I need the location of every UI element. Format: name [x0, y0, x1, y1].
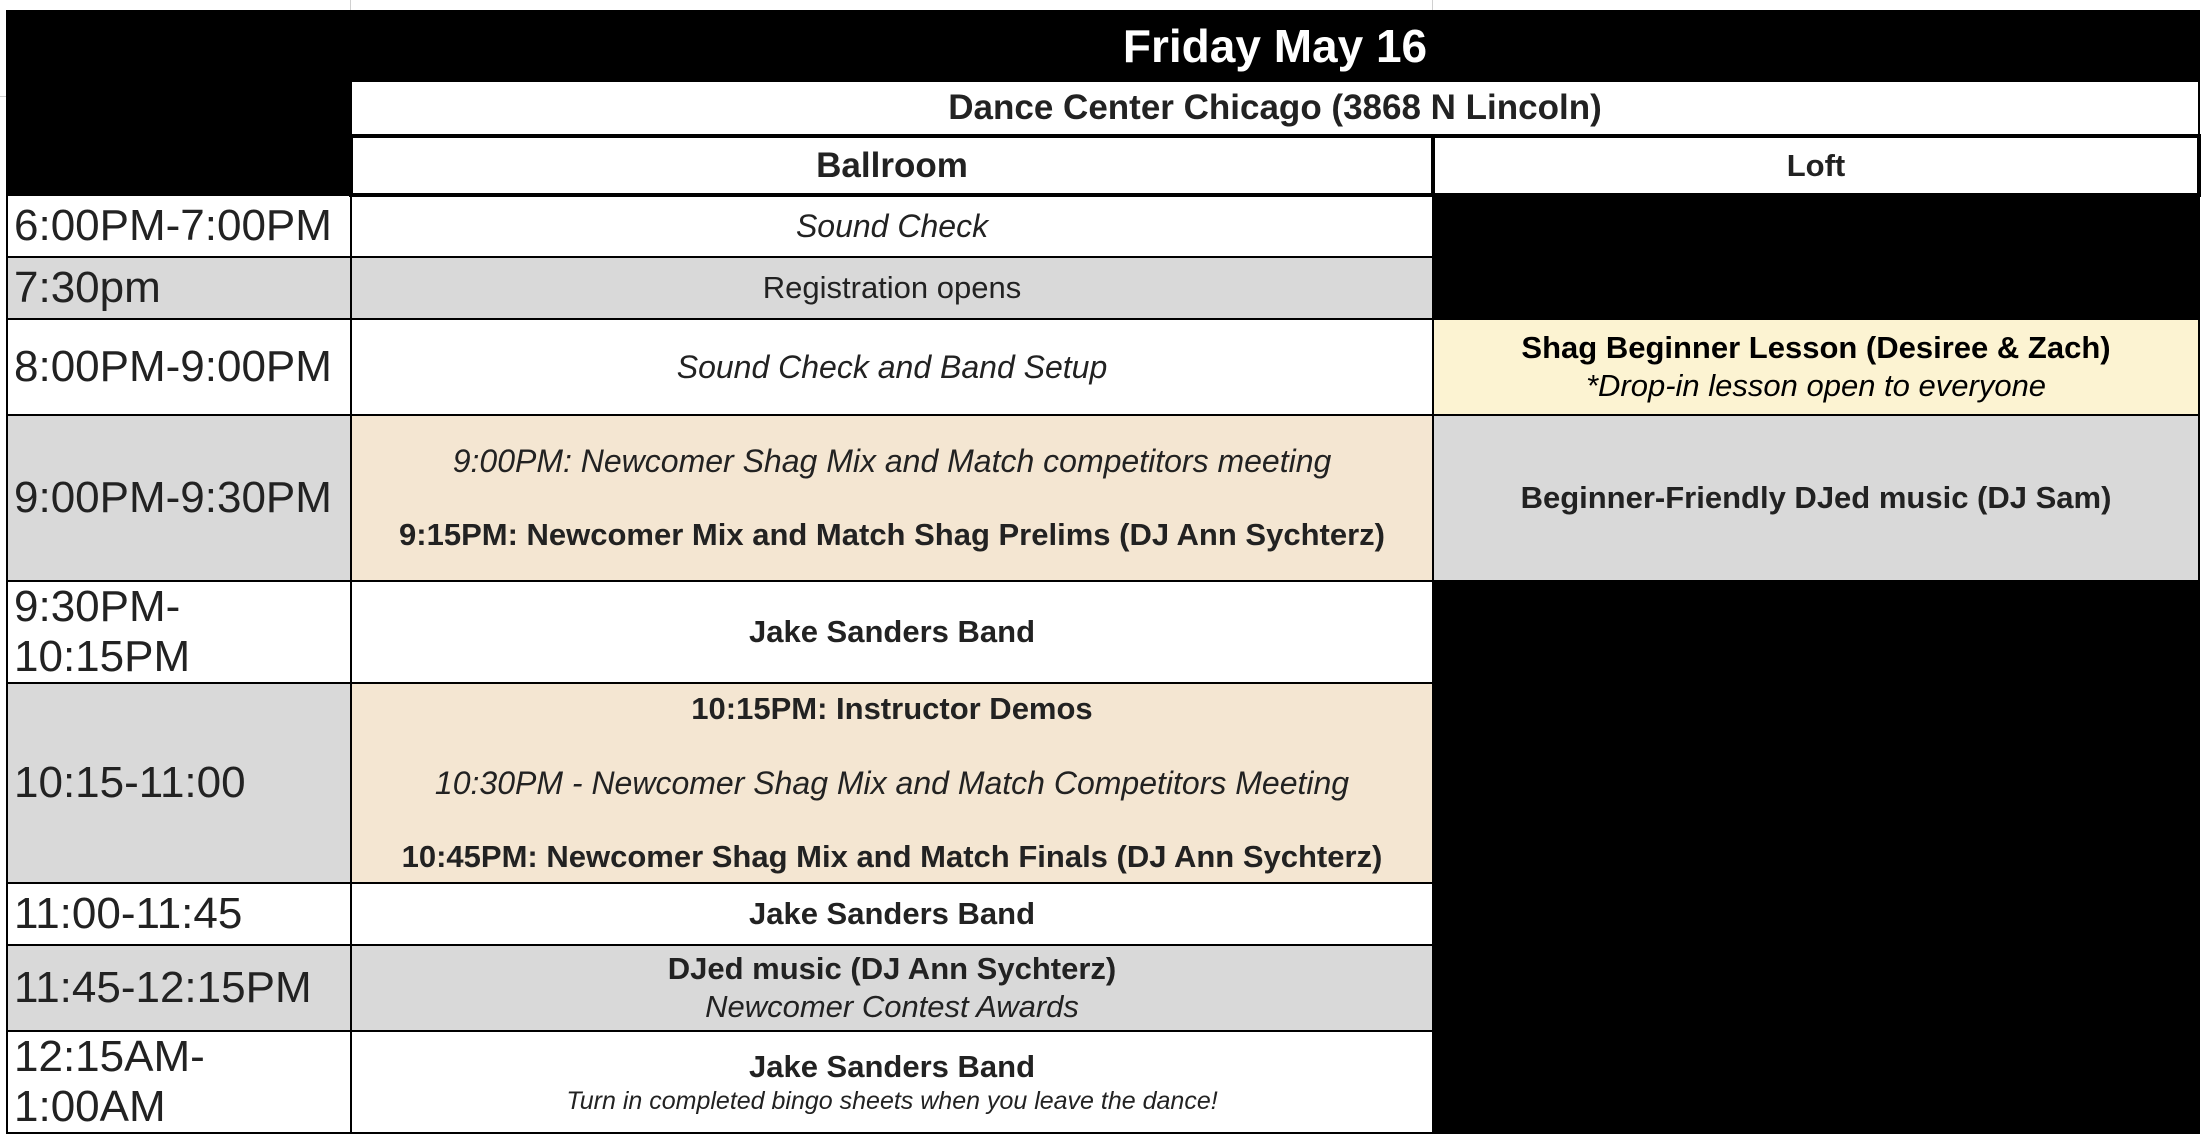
- event-text: 9:15PM: Newcomer Mix and Match Shag Prelims (DJ Ann Sychterz): [399, 517, 1385, 552]
- loft-empty-cell[interactable]: [1433, 581, 2199, 1133]
- loft-event-cell[interactable]: [1433, 415, 2199, 581]
- time-label: 7:30pm: [14, 263, 161, 312]
- spacer: [352, 728, 1432, 764]
- event-note: *Drop-in lesson open to everyone: [1585, 368, 2047, 403]
- ballroom-event-cell[interactable]: [351, 415, 1433, 581]
- ballroom-event-cell[interactable]: [351, 1031, 1433, 1133]
- event-text: DJed music (DJ Ann Sychterz): [667, 951, 1117, 986]
- time-cell[interactable]: [7, 945, 351, 1031]
- time-label: 12:15AM-1:00AM: [14, 1032, 205, 1131]
- schedule-row: [7, 195, 2199, 257]
- time-cell[interactable]: [7, 415, 351, 581]
- time-label: 11:00-11:45: [14, 889, 243, 938]
- ballroom-header-cell[interactable]: [351, 136, 1433, 195]
- event-text: 10:30PM - Newcomer Shag Mix and Match Competitors Meeting: [434, 765, 1350, 801]
- ballroom-event-cell[interactable]: [351, 257, 1433, 319]
- spacer: [352, 480, 1432, 516]
- time-label: 9:00PM-9:30PM: [14, 473, 332, 522]
- event-text: Shag Beginner Lesson (Desiree & Zach): [1521, 330, 2111, 365]
- event-text: Beginner-Friendly DJed music (DJ Sam): [1520, 480, 2112, 515]
- ballroom-event-cell[interactable]: [351, 945, 1433, 1031]
- loft-header: Loft: [1786, 147, 1846, 183]
- ballroom-event-cell[interactable]: [351, 319, 1433, 415]
- time-cell[interactable]: [7, 581, 351, 683]
- schedule-table: [6, 10, 2201, 1134]
- event-text: Sound Check: [795, 208, 989, 244]
- event-text: Jake Sanders Band: [748, 896, 1036, 931]
- schedule-row: [7, 319, 2199, 415]
- time-cell[interactable]: [7, 195, 351, 257]
- time-label: 6:00PM-7:00PM: [14, 201, 332, 250]
- time-cell[interactable]: [7, 1031, 351, 1133]
- time-cell[interactable]: [7, 257, 351, 319]
- time-label: 10:15-11:00: [14, 758, 246, 807]
- event-note: Newcomer Contest Awards: [705, 989, 1079, 1024]
- event-text: Sound Check and Band Setup: [676, 348, 1108, 385]
- time-label: 9:30PM-10:15PM: [14, 582, 191, 681]
- event-text: 10:45PM: Newcomer Shag Mix and Match Finals (DJ Ann Sychterz): [401, 839, 1383, 874]
- event-note: Turn in completed bingo sheets when you leave the dance!: [566, 1087, 1218, 1115]
- venue-name: Dance Center Chicago (3868 N Lincoln): [948, 88, 1602, 127]
- ballroom-event-cell[interactable]: [351, 581, 1433, 683]
- day-title-cell[interactable]: [351, 11, 2199, 81]
- time-label: 8:00PM-9:00PM: [14, 342, 332, 391]
- grid-line: [350, 0, 351, 10]
- ballroom-event-cell[interactable]: [351, 195, 1433, 257]
- grid-line: [1432, 0, 1433, 10]
- ballroom-event-cell[interactable]: [351, 883, 1433, 945]
- loft-event-cell[interactable]: [1433, 319, 2199, 415]
- ballroom-event-cell[interactable]: [351, 683, 1433, 883]
- venue-cell[interactable]: [351, 81, 2199, 136]
- loft-header-cell[interactable]: [1433, 136, 2199, 195]
- time-label: 11:45-12:15PM: [14, 963, 312, 1012]
- event-text: 10:15PM: Instructor Demos: [691, 691, 1093, 726]
- schedule-row: [7, 415, 2199, 581]
- event-text: Registration opens: [762, 270, 1022, 305]
- loft-empty-cell[interactable]: [1433, 195, 2199, 319]
- event-text: 9:00PM: Newcomer Shag Mix and Match competitors meeting: [452, 443, 1332, 479]
- corner-cell[interactable]: [7, 11, 351, 195]
- spacer: [352, 802, 1432, 838]
- event-text: Jake Sanders Band: [748, 1049, 1036, 1084]
- time-cell[interactable]: [7, 319, 351, 415]
- day-title: Friday May 16: [1122, 20, 1428, 72]
- schedule-row: [7, 581, 2199, 683]
- time-cell[interactable]: [7, 683, 351, 883]
- time-cell[interactable]: [7, 883, 351, 945]
- event-text: Jake Sanders Band: [748, 614, 1036, 649]
- title-row: [7, 11, 2199, 81]
- ballroom-header: Ballroom: [816, 145, 968, 185]
